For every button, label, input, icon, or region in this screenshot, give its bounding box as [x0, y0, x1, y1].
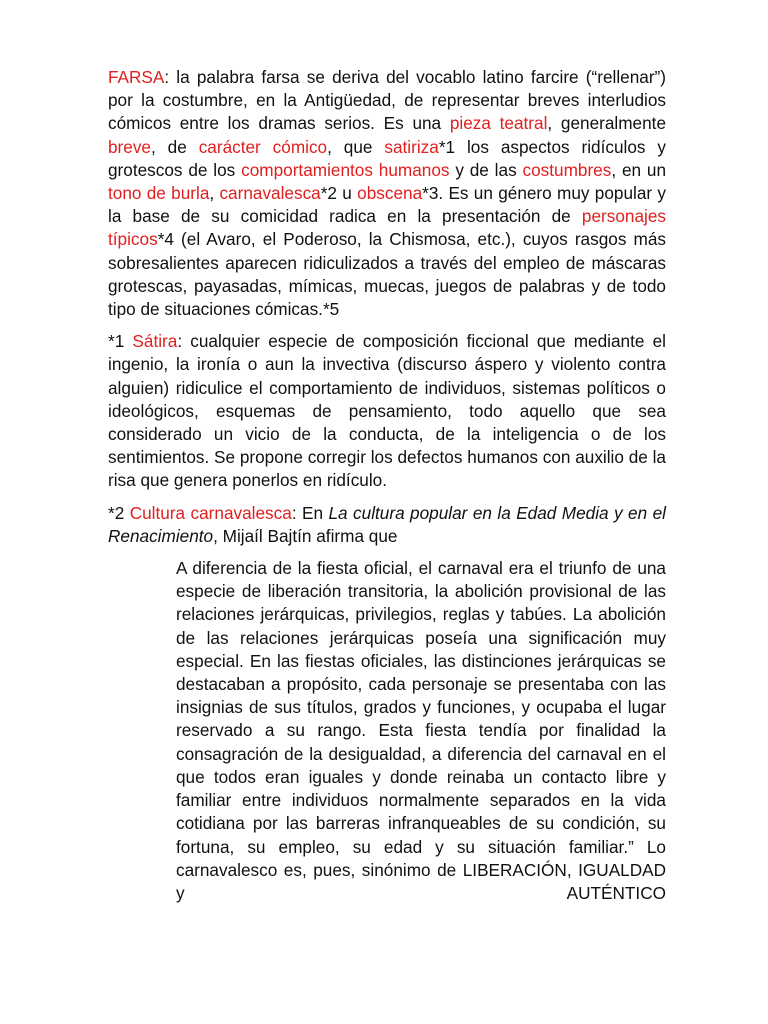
text-segment: ,: [209, 183, 220, 204]
term-satira: Sátira: [132, 331, 178, 352]
text-segment: : cualquier especie de composición ficcional que mediante el ingenio, la ironía o aun la invectiva (discurso áspero y violento contra alguien) ridiculice el comportamiento de individuos, sistemas políticos o ideológicos, esquemas de pensamiento, todo aquello que sea considerado un vicio de la conducta, de la inteligencia o de los sentimientos. Se propone corregir los defectos humanos con auxilio de la risa que genera ponerlos en ridículo.: [108, 331, 666, 491]
term-tono-de-burla: tono de burla: [108, 183, 210, 204]
farsa-definition-paragraph: [108, 66, 666, 321]
text-segment: : En: [291, 502, 329, 523]
text-segment: *2 u: [320, 183, 358, 204]
text-segment: , que: [327, 136, 385, 157]
term-comportamientos-humanos: comportamientos humanos: [241, 159, 450, 180]
term-costumbres: costumbres: [522, 159, 612, 180]
term-obscena: obscena: [357, 183, 423, 204]
bajtin-block-quote: A diferencia de la fiesta oficial, el carnaval era el triunfo de una especie de liberación transitoria, la abolición provisional de las relaciones jerárquicas, privilegios, reglas y tabúes. La abolición de las relaciones jerárquicas poseía una significación muy especial. En las fiestas oficiales, las distinciones jerárquicas se destacaban a propósito, cada personaje se presentaba con las insignias de sus títulos, grados y funciones, y ocupaba el lugar reservado a su rango. Esta fiesta tendía por finalidad la consagración de la desigualdad, a diferencia del carnaval en el que todos eran iguales y donde reinaba un contacto libre y familiar entre individuos normalmente separados en la vida cotidiana por las barreras infranqueables de su condición, su fortuna, su empleo, su edad y su situación familiar.” Lo carnavalesco es, pues, sinónimo de LIBERACIÓN, IGUALDAD y AUTÉNTICO: [176, 558, 666, 903]
term-cultura-carnavalesca: Cultura carnavalesca: [129, 502, 292, 523]
text-segment: , generalmente: [547, 113, 666, 134]
footnote-cultura-carnavalesca-paragraph: [108, 502, 666, 548]
book-title: La cultura popular en la Edad Media y en el Renacimiento: [108, 502, 666, 546]
term-personajes-tipicos: personajes típicos: [108, 206, 666, 250]
footnote-marker: *2: [108, 502, 130, 523]
text-segment: , en un: [611, 159, 667, 180]
footnote-satira-paragraph: [108, 330, 666, 492]
text-segment: : la palabra farsa se deriva del vocablo latino farcire (“rellenar”) por la costumbre, en la Antigüedad, de representar breves interludios cómicos entre los dramas serios. Es una: [108, 67, 666, 134]
text-segment: , Mijaíl Bajtín afirma que: [213, 525, 398, 546]
text-segment: *4 (el Avaro, el Poderoso, la Chismosa, etc.), cuyos rasgos más sobresalientes aparecen ridiculizados a través del empleo de máscaras grotescas, payasadas, mímicas, muecas, juegos de palabras y de todo tipo de situaciones cómicas.*5: [108, 229, 666, 320]
text-segment: *3. Es un género muy popular y la base de su comicidad radica en la presentación de: [108, 183, 666, 227]
text-segment: *1 los aspectos ridículos y grotescos de los: [108, 136, 666, 180]
footnote-marker: *1: [108, 331, 133, 352]
text-segment: , de: [151, 136, 199, 157]
term-carnavalesca: carnavalesca: [219, 183, 321, 204]
document-page: [108, 66, 666, 905]
term-pieza-teatral: pieza teatral: [449, 113, 548, 134]
term-satiriza: satiriza: [384, 136, 439, 157]
term-breve: breve: [108, 136, 151, 157]
term-caracter-comico: carácter cómico: [198, 136, 328, 157]
term-farsa: FARSA: [108, 67, 165, 87]
text-segment: y de las: [449, 159, 523, 180]
